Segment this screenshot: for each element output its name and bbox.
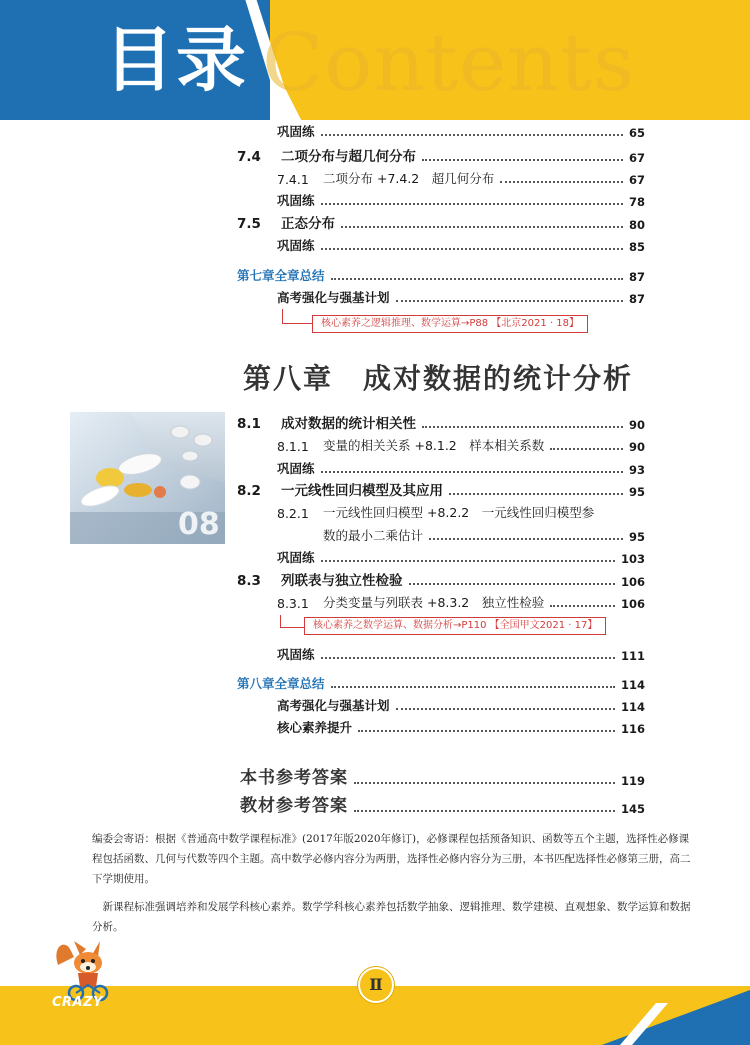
toc-row[interactable]: 巩固练 103 (277, 550, 645, 566)
toc-row[interactable]: 巩固练 78 (277, 193, 645, 209)
toc-row[interactable]: 巩固练 65 (277, 124, 645, 140)
editorial-note: 编委会寄语：根据《普通高中数学课程标准》(2017年版2020年修订)，必修课程包括预备知识、函数等五个主题，选择性必修课程包括函数、几何与代数等四个主题。高中数学必修内容分为两册，选择性必修内容分为三册，本书匹配选择性必修第三册，高二下学期使用。 (92, 833, 691, 885)
mascot-label: CRAZY (52, 995, 103, 1010)
toc-row[interactable]: 8.1.1 变量的相关关系 +8.1.2 样本相关系数 90 (277, 438, 645, 454)
toc-row[interactable]: 高考强化与强基计划 87 (277, 290, 645, 306)
toc-row[interactable]: 7.5 正态分布 80 (237, 216, 645, 232)
editorial-note-2: 新课程标准强调培养和发展学科核心素养。数学学科核心素养包括数学抽象、逻辑推理、数学建模、直观想象、数学运算和数据分析。 (92, 901, 691, 933)
toc-row[interactable]: 第七章全章总结 87 (237, 268, 645, 284)
toc-row[interactable]: 巩固练 85 (277, 238, 645, 254)
chapter-badge: 08 (178, 507, 220, 542)
toc-row[interactable]: 8.3.1 分类变量与列联表 +8.3.2 独立性检验 106 (277, 595, 645, 611)
title-chinese: 目录 (104, 19, 248, 101)
toc-row[interactable]: 8.2.1 一元线性回归模型 +8.2.2 一元线性回归模型参 (277, 505, 595, 521)
chapter-image (70, 412, 225, 544)
toc-row[interactable]: 核心素养提升 116 (277, 720, 645, 736)
toc-row[interactable]: 7.4 二项分布与超几何分布 67 (237, 149, 645, 165)
toc-row-answers[interactable]: 本书参考答案 119 (240, 768, 645, 788)
note-bracket (282, 309, 313, 324)
toc-row[interactable]: 8.2 一元线性回归模型及其应用 95 (237, 483, 645, 499)
core-literacy-note[interactable]: 核心素养之逻辑推理、数学运算→P88 【北京2021 · 18】 (312, 315, 588, 333)
title-english: Contents (262, 16, 636, 109)
toc-row[interactable]: 巩固练 111 (277, 647, 645, 663)
note-bracket (280, 615, 305, 628)
toc-row[interactable]: 8.3 列联表与独立性检验 106 (237, 573, 645, 589)
core-literacy-note[interactable]: 核心素养之数学运算、数据分析→P110 【全国甲文2021 · 17】 (304, 617, 606, 635)
mascot-fox-icon (50, 935, 120, 1015)
toc-row[interactable]: 第八章全章总结 114 (237, 676, 645, 692)
chapter-title: 第八章 成对数据的统计分析 (243, 362, 634, 395)
page-number: Ⅱ (358, 967, 394, 1003)
toc-row-answers[interactable]: 教材参考答案 145 (240, 796, 645, 816)
toc-row[interactable]: 数的最小二乘估计 95 (323, 528, 645, 544)
toc-row[interactable]: 巩固练 93 (277, 461, 645, 477)
toc-row[interactable]: 7.4.1 二项分布 +7.4.2 超几何分布 67 (277, 171, 645, 187)
toc-row[interactable]: 高考强化与强基计划 114 (277, 698, 645, 714)
toc-row[interactable]: 8.1 成对数据的统计相关性 90 (237, 416, 645, 432)
